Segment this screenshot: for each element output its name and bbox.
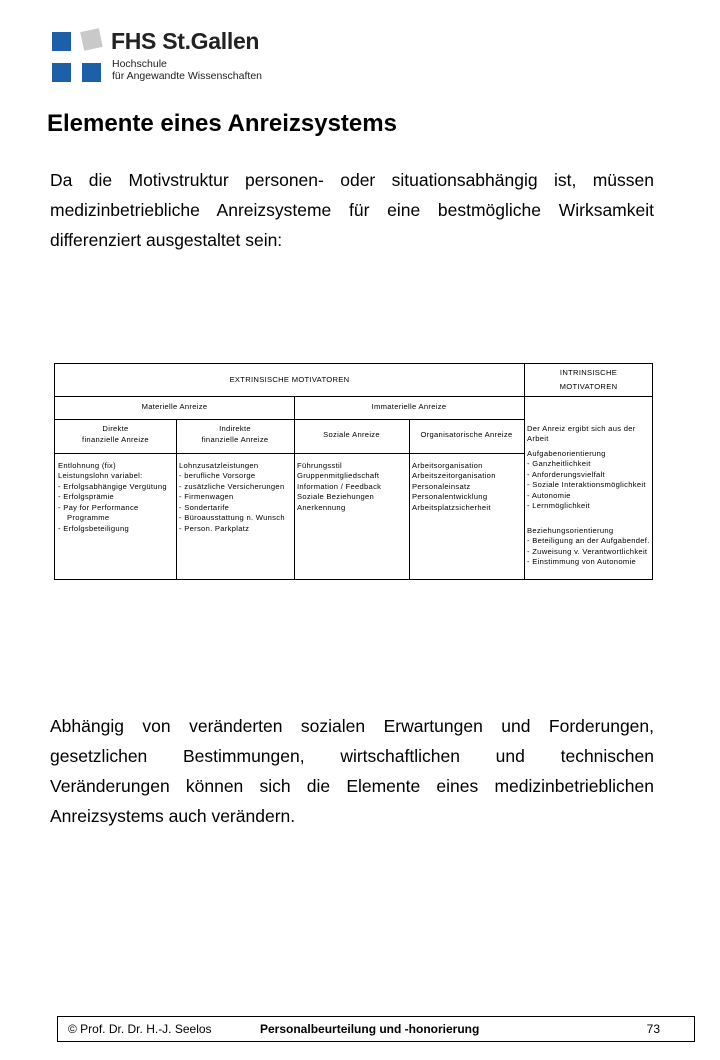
header-intrinsic-1: INTRINSISCHE <box>559 368 618 377</box>
logo-square-icon <box>52 32 71 51</box>
footer-course: Personalbeurteilung und -honorierung <box>260 1022 480 1036</box>
list-item: - Pay for Performance <box>58 503 139 512</box>
footer <box>57 1016 695 1042</box>
intrinsic-intro-2: Arbeit <box>527 434 549 443</box>
list-item: Information / Feedback <box>297 482 382 491</box>
list-item: Gruppenmitgliedschaft <box>297 471 380 480</box>
list-item: - Erfolgsabhängige Vergütung <box>58 482 167 491</box>
list-item: Arbeitsorganisation <box>412 461 483 470</box>
logo-square-icon <box>52 63 71 82</box>
header-extrinsic: EXTRINSISCHE MOTIVATOREN <box>229 375 350 384</box>
list-item: - Anforderungsvielfalt <box>527 470 605 479</box>
table-divider <box>409 419 410 579</box>
page-number: 73 <box>646 1022 660 1036</box>
header-direkt-2: finanzielle Anreize <box>82 435 149 444</box>
list-item: Lohnzusatzleistungen <box>179 461 259 470</box>
list-item: - Ganzheitlichkeit <box>527 459 591 468</box>
table-divider <box>524 396 653 397</box>
list-item: - Zuweisung v. Verantwortlichkeit <box>527 547 648 556</box>
header-direkt-1: Direkte <box>102 424 129 433</box>
list-item: Arbeitszeitorganisation <box>412 471 496 480</box>
list-item: - Autonomie <box>527 491 571 500</box>
list-item: - Lernmöglichkeit <box>527 501 590 510</box>
header-immateriell: Immaterielle Anreize <box>371 402 447 411</box>
logo-line-1: Hochschule <box>112 58 167 70</box>
list-item: - Person. Parkplatz <box>179 524 250 533</box>
list-item: - Einstimmung von Autonomie <box>527 557 636 566</box>
list-item: Personalentwicklung <box>412 492 488 501</box>
list-item: - Büroausstattung n. Wunsch <box>179 513 285 522</box>
list-item: - Erfolgsbeteiligung <box>58 524 130 533</box>
list-item: Programme <box>67 513 110 522</box>
list-item: - zusätzliche Versicherungen <box>179 482 285 491</box>
header-organisatorisch: Organisatorische Anreize <box>420 430 513 439</box>
list-item: - Beteiligung an der Aufgabendef. <box>527 536 650 545</box>
list-item: Soziale Beziehungen <box>297 492 375 501</box>
list-item: Personaleinsatz <box>412 482 471 491</box>
fhs-logo <box>52 28 272 88</box>
list-item: - Erfolgsprämie <box>58 492 114 501</box>
list-item: Entlohnung (fix) <box>58 461 116 470</box>
list-item: Führungsstil <box>297 461 342 470</box>
logo-square-icon <box>80 28 103 51</box>
logo-name: FHS St.Gallen <box>111 28 260 54</box>
table-divider <box>55 396 524 397</box>
list-item: Beziehungsorientierung <box>527 526 614 535</box>
list-item: - berufliche Vorsorge <box>179 471 256 480</box>
header-indirekt-1: Indirekte <box>219 424 251 433</box>
slide-title: Elemente eines Anreizsystems <box>47 110 397 137</box>
list-item: Aufgabenorientierung <box>527 449 606 458</box>
header-sozial: Soziale Anreize <box>323 430 380 439</box>
list-item: Anerkennung <box>297 503 346 512</box>
logo-square-icon <box>82 63 101 82</box>
intro-paragraph: Da die Motivstruktur personen- oder situationsabhängig ist, müssen medizinbetriebliche Anreizsysteme für eine bestmögliche Wirksamkeit differenziert ausgestaltet sein: <box>50 170 654 250</box>
table-divider <box>55 453 524 454</box>
header-materiell: Materielle Anreize <box>141 402 208 411</box>
header-intrinsic-2: MOTIVATOREN <box>559 382 618 391</box>
table-divider <box>294 419 295 579</box>
list-item: - Sondertarife <box>179 503 230 512</box>
intrinsic-intro-1: Der Anreiz ergibt sich aus der <box>527 424 636 433</box>
list-item: - Soziale Interaktionsmöglichkeit <box>527 480 646 489</box>
list-item: - Firmenwagen <box>179 492 234 501</box>
table-divider <box>55 419 524 420</box>
header-indirekt-2: finanzielle Anreize <box>201 435 269 444</box>
outro-paragraph: Abhängig von veränderten sozialen Erwartungen und Forderungen, gesetzlichen Bestimmungen, wirtschaftlichen und technischen Veränderungen können sich die Elemente eines medizinbetrieblichen Anreizsystems auch verändern. <box>50 716 654 826</box>
logo-line-2: für Angewandte Wissenschaften <box>112 70 263 82</box>
footer-copyright: © Prof. Dr. Dr. H.-J. Seelos <box>68 1022 212 1036</box>
incentive-table <box>54 363 653 580</box>
list-item: Arbeitsplatzsicherheit <box>412 503 491 512</box>
list-item: Leistungslohn variabel: <box>58 471 143 480</box>
